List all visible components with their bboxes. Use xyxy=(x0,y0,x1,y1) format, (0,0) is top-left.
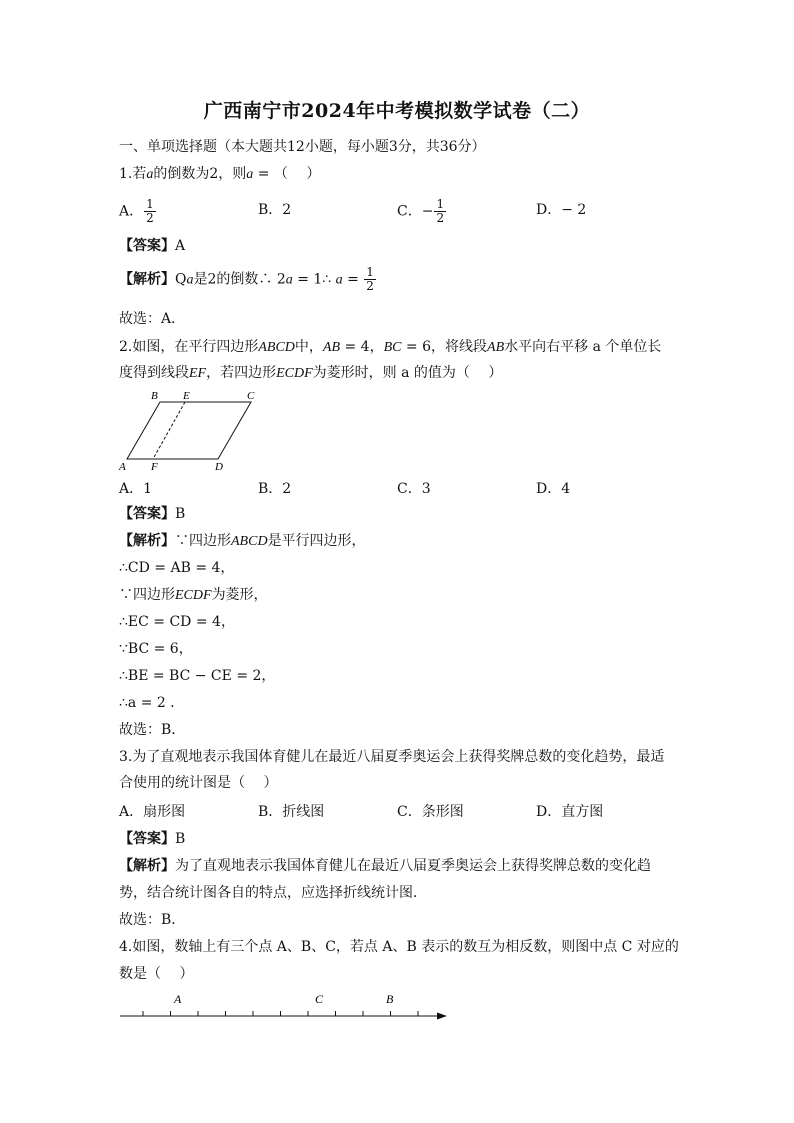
q3-analysis-line1: 【解析】为了直观地表示我国体育健儿在最近八届夏季奥运会上获得奖牌总数的变化趋 xyxy=(119,858,651,874)
label-a: A xyxy=(119,461,126,473)
label-d: D xyxy=(215,461,223,473)
q3-stem-line2: 合使用的统计图是（ ） xyxy=(119,775,278,791)
segment-ef xyxy=(153,402,185,459)
q2-analysis-step7: ∴a = 2 ． xyxy=(119,695,185,711)
number-line-ticks xyxy=(143,1011,418,1016)
q1-option-d: D．− 2 xyxy=(536,202,587,218)
q3-analysis-line2: 势，结合统计图各自的特点，应选择折线统计图． xyxy=(119,885,427,901)
number-line-figure xyxy=(115,988,455,1024)
q2-answer: 【答案】B xyxy=(119,506,186,522)
q2-stem-line2: 度得到线段EF，若四边形ECDF为菱形时，则 a 的值为（ ） xyxy=(119,365,503,381)
q2-analysis-step2: ∴CD = AB = 4， xyxy=(119,560,235,576)
q1-option-c: C．− $\frac{1}{2}$ xyxy=(397,197,445,225)
q4-stem-line2: 数是（ ） xyxy=(119,966,194,982)
label-f: F xyxy=(151,461,158,473)
q2-choose: 故选：B． xyxy=(119,722,186,738)
q1-option-a: A． $\frac{1}{2}$ xyxy=(119,197,154,225)
q1-answer: 【答案】A xyxy=(119,238,186,254)
q2-option-c: C．3 xyxy=(397,481,431,497)
q2-option-b: B．2 xyxy=(258,481,292,497)
point-label-b: B xyxy=(386,992,394,1006)
q1-stem: 1.若a的倒数为2，则a = （ ） xyxy=(119,166,321,182)
parallelogram-abcd xyxy=(127,402,251,459)
q3-option-a: A．扇形图 xyxy=(119,804,186,820)
page-title: 广西南宁市2024年中考模拟数学试卷（二） xyxy=(203,100,591,122)
q1-option-b: B．2 xyxy=(258,202,292,218)
q2-analysis-step4: ∴EC = CD = 4， xyxy=(119,614,235,630)
point-label-c: C xyxy=(315,992,324,1006)
parallelogram-figure xyxy=(115,388,265,473)
label-c: C xyxy=(247,390,255,402)
q2-analysis-step1: 【解析】∵四边形ABCD是平行四边形， xyxy=(119,533,366,549)
q3-option-c: C．条形图 xyxy=(397,804,464,820)
q2-option-a: A．1 xyxy=(119,481,153,497)
q3-choose: 故选：B． xyxy=(119,912,186,928)
q2-analysis-step6: ∴BE = BC − CE = 2， xyxy=(119,668,276,684)
label-e: E xyxy=(183,390,190,402)
q2-option-d: D．4 xyxy=(536,481,571,497)
point-label-a: A xyxy=(174,992,182,1006)
q3-stem-line1: 3.为了直观地表示我国体育健儿在最近八届夏季奥运会上获得奖牌总数的变化趋势，最适 xyxy=(119,749,665,765)
q1-choose: 故选：A． xyxy=(119,311,186,327)
q2-analysis-step5: ∵BC = 6， xyxy=(119,641,193,657)
q1-analysis: 【解析】Qa是2的倒数∴ 2a = 1∴ a = $\frac{1}{2}$ xyxy=(119,265,374,293)
q2-analysis-step3: ∵四边形ECDF为菱形， xyxy=(119,587,268,603)
q3-answer: 【答案】B xyxy=(119,831,186,847)
section-heading: 一、单项选择题（本大题共12小题，每小题3分，共36分） xyxy=(119,139,486,155)
number-line-arrow xyxy=(437,1013,447,1020)
label-b: B xyxy=(151,390,158,402)
q3-option-d: D．直方图 xyxy=(536,804,604,820)
q3-option-b: B．折线图 xyxy=(258,804,325,820)
q2-stem-line1: 2.如图，在平行四边形ABCD中，AB = 4，BC = 6，将线段AB水平向右平移 a 个单位长 xyxy=(119,339,662,355)
q4-stem-line1: 4.如图，数轴上有三个点 A、B、C，若点 A、B 表示的数互为相反数，则图中点 C 对应的 xyxy=(119,939,679,955)
